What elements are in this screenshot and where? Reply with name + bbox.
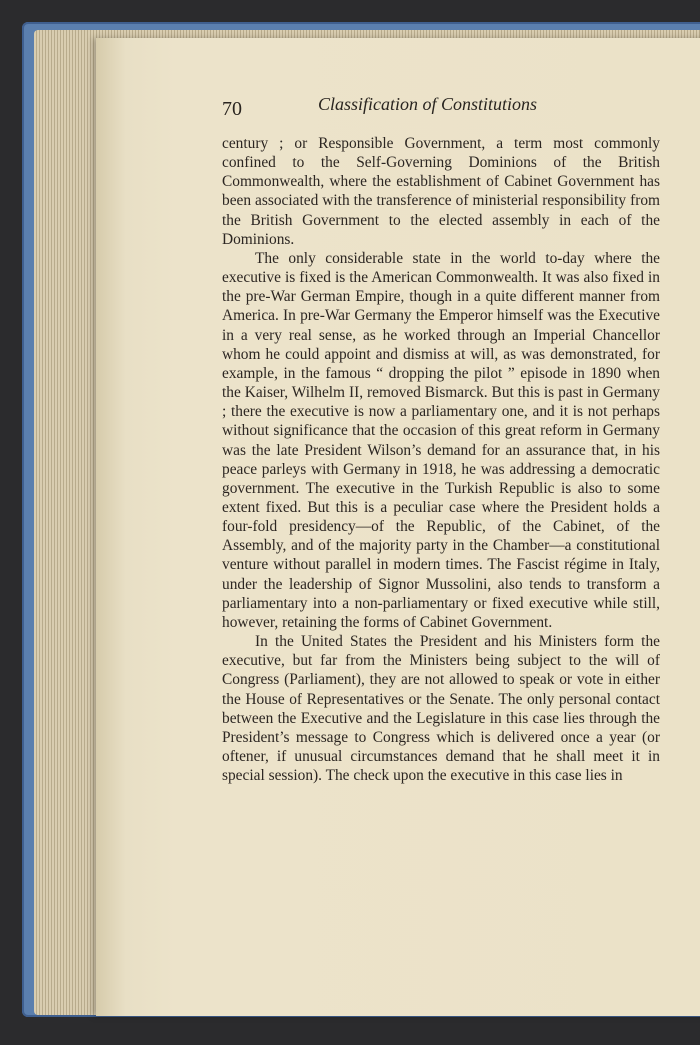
running-head [222,94,662,120]
running-title: Classification of Constitutions [318,94,538,114]
body-text [222,134,660,785]
paragraph: In the United States the President and his Ministers form the executive, but far from the Ministers being subject to the will of Congress (Parliament), they are not allowed to speak or vote in either the House of Representatives or the Senate. The only personal contact between the Executive and the Legislature in this case lies through the President’s message to Congress which is delivered once a year (or oftener, if unusual circumstances demand that he shall meet it in special session). The check upon the executive in this case lies in [222,633,660,785]
paragraph: The only considerable state in the world to-day where the executive is fixed is the American Commonwealth. It was also fixed in the pre-War German Empire, though in a quite different manner from America. In pre-War Germany the Emperor himself was the Executive in a very real sense, as he worked through an Imperial Chancellor whom he could appoint and dismiss at will, as was demonstrated, for example, in the famous “ dropping the pilot ” episode in 1890 when the Kaiser, Wilhelm II, removed Bismarck. But this is past in Germany ; there the executive is now a parliamentary one, and it is not perhaps without significance that the occasion of this great reform in Germany was the late President Wilson’s demand for an assurance that, in his peace parleys with Germany in 1918, he was addressing a democratic government. The executive in the Turkish Republic is also to some extent fixed. But this is a peculiar case where the President holds a four-fold presidency—of the Republic, of the Cabinet, of the Assembly, and of the majority party in the Chamber—a constitutional venture without parallel in modern times. The Fascist régime in Italy, under the leadership of Signor Mussolini, also tends to transform a parliamentary into a non-parliamentary or fixed executive while still, however, retaining the forms of Cabinet Government. [222,249,660,631]
paragraph: century ; or Responsible Government, a term most commonly confined to the Self-Governing Dominions of the British Commonwealth, where the establishment of Cabinet Government has been associated with the transference of ministerial responsibility from the British Government to the elected assembly in each of the Dominions. [222,135,660,248]
page-number: 70 [222,98,242,120]
